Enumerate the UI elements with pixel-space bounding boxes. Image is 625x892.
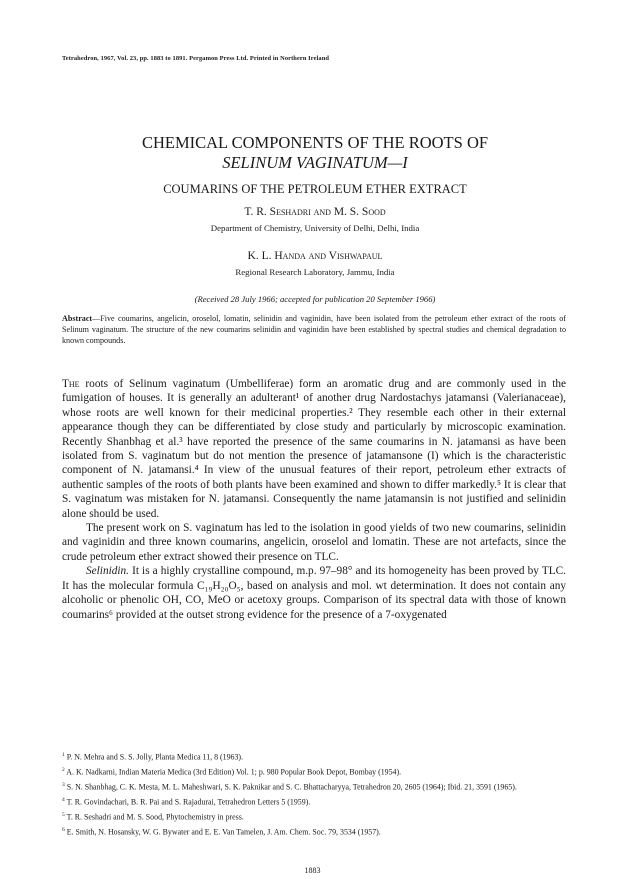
affiliation-2: Regional Research Laboratory, Jammu, India bbox=[235, 267, 395, 277]
footnote bbox=[62, 824, 566, 839]
footnote-mark: 2 bbox=[62, 767, 65, 774]
article-title bbox=[60, 133, 570, 173]
received-dates: (Received 28 July 1966; accepted for publication 20 September 1966) bbox=[194, 294, 436, 304]
footnote bbox=[62, 779, 566, 794]
affiliation-1: Department of Chemistry, University of Delhi, Delhi, India bbox=[210, 223, 420, 233]
paragraph-1-lead: The bbox=[62, 378, 80, 390]
paragraph-1-text: roots of Selinum vaginatum (Umbelliferae) form an aromatic drug and are commonly used in the fumigation of houses. It is generally an adulterant¹ of another drug Nardostachys jatamansi (Valerianaceae), whose roots are well known for their medicinal properties.² They resemble each other in their external appearance though they can be differentiated by close study and particularly by microscopic examination. Recently Shanbhag et al.³ have reported the presence of the same coumarins in N. jatamansi as have been isolated from S. vaginatum but do not mention the presence of jatamansone (I) which is the characteristic component of N. jatamansi.⁴ In view of the unusual features of their report, petroleum ether extracts of authentic samples of the roots of both plants have been examined and shown to differ markedly.⁵ It is clear that S. vaginatum was mistaken for N. jatamansi. Consequently the name jatamansin is not justified and selinidin alone should be used. bbox=[62, 378, 566, 520]
paragraph-1 bbox=[62, 377, 566, 521]
paragraph-3 bbox=[62, 564, 566, 622]
footnote-text: T. R. Govindachari, B. R. Pai and S. Rajadurai, Tetrahedron Letters 5 (1959). bbox=[66, 797, 311, 807]
body-text bbox=[62, 377, 566, 622]
footnote bbox=[62, 809, 566, 824]
paragraph-2: The present work on S. vaginatum has led to the isolation in good yields of two new coumarins, selinidin and vaginidin and three known coumarins, angelicin, oroselol and lomatin. These are not artefacts, since the crude petroleum ether extract showed their presence on TLC. bbox=[62, 522, 566, 563]
article-subtitle: COUMARINS OF THE PETROLEUM ETHER EXTRACT bbox=[163, 182, 467, 196]
authors-2: K. L. Handa and Vishwapaul bbox=[247, 250, 383, 262]
abstract-text: —Five coumarins, angelicin, oroselol, lomatin, selinidin and vaginidin, have been isolated from the petroleum ether extract of the roots of Selinum vaginatum. The structure of the new coumarins selinidin and vaginidin have been established by spectral studies and chemical degradation to known compounds. bbox=[62, 314, 566, 346]
footnote-text: P. N. Mehra and S. S. Jolly, Planta Medica 11, 8 (1963). bbox=[66, 752, 244, 762]
footnote-text: T. R. Seshadri and M. S. Sood, Phytochemistry in press. bbox=[66, 812, 244, 822]
footnote-mark: 4 bbox=[62, 797, 65, 804]
footnote bbox=[62, 749, 566, 764]
footnote-text: S. N. Shanbhag, C. K. Mesta, M. L. Maheshwari, S. K. Paknikar and S. C. Bhattacharyya, Tetrahedron 20, 2605 (1964); Ibid. 21, 3591 (1965). bbox=[66, 782, 517, 792]
title-line-2: SELINUM VAGINATUM—I bbox=[222, 153, 408, 172]
paragraph-3-label: Selinidin. bbox=[86, 565, 129, 578]
paragraph-3-text: It is a highly crystalline compound, m.p. 97–98° and its homogeneity has been proved by TLC. It has the molecular formula C₁₉H₂₀O₅, based on analysis and mol. wt determination. It does not contain any alcoholic or phenolic OH, CO, MeO or acetoxy groups. Comparison of its spectral data with those of known coumarins⁶ provided at the outset strong evidence for the presence of a 7-oxygenated bbox=[62, 565, 566, 621]
page-number: 1883 bbox=[304, 866, 321, 875]
footnote-text: A. K. Nadkarni, Indian Materia Medica (3rd Edition) Vol. 1; p. 980 Popular Book Depot, Bombay (1954). bbox=[66, 767, 402, 777]
footnote bbox=[62, 764, 566, 779]
footnote bbox=[62, 794, 566, 809]
footnote-mark: 1 bbox=[62, 752, 65, 758]
footnote-mark: 5 bbox=[62, 812, 65, 819]
authors-1: T. R. Seshadri and M. S. Sood bbox=[244, 206, 386, 218]
journal-header: Tetrahedron, 1967, Vol. 23, pp. 1883 to 1891. Pergamon Press Ltd. Printed in Northern Ireland bbox=[62, 55, 330, 62]
abstract-label: Abstract bbox=[62, 314, 93, 323]
footnote-mark: 3 bbox=[62, 782, 65, 789]
footnotes bbox=[62, 749, 566, 839]
footnote-text: E. Smith, N. Hosansky, W. G. Bywater and E. E. Van Tamelen, J. Am. Chem. Soc. 79, 3534 (1957). bbox=[66, 827, 381, 837]
footnote-mark: 6 bbox=[62, 827, 65, 834]
title-line-1: CHEMICAL COMPONENTS OF THE ROOTS OF bbox=[141, 133, 489, 152]
abstract bbox=[62, 313, 566, 347]
